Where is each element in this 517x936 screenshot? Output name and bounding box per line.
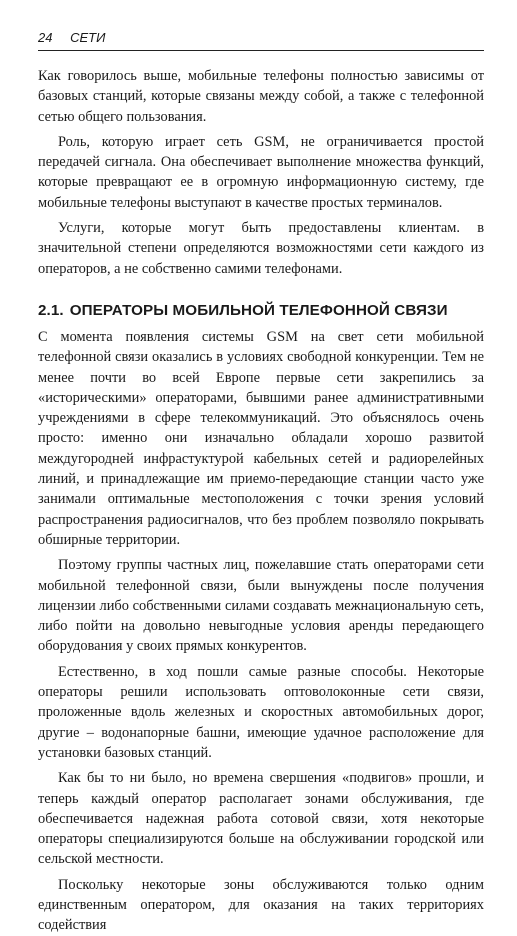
paragraph: С момента появления системы GSM на свет сети мобильной телефонной связи оказались в условиях свободной конкуренции. Тем не менее почти во всей Европе первые сети закрепились за «историческими» операторами, бывшими ранее административными учреждениями в сфере телекоммуникаций. Это объяснялось очень просто: именно они изначально обладали хорошо развитой междугородней инфрастуктурой кабельных сетей и радиорелейных линий, и принадлежащие им приемо-передающие станции часто уже занимали оптимальные местоположения с точки зрения условий распространения радиосигналов, что без проблем позволяло покрывать обширные территории. bbox=[38, 328, 484, 548]
section-heading bbox=[38, 301, 484, 321]
paragraph: Поскольку некоторые зоны обслуживаются только одним единственным оператором, для оказания на таких территориях содействия bbox=[38, 876, 484, 934]
paragraph: Как говорилось выше, мобильные телефоны полностью зависимы от базовых станций, которые связаны между собой, а также с телефонной сетью общего пользования. bbox=[38, 68, 484, 125]
page-number: 24 bbox=[38, 30, 53, 45]
paragraph: Естественно, в ход пошли самые разные способы. Некоторые операторы решили использовать оптоволоконные сети связи, проложенные вдоль железных и скоростных автомобильных дорог, другие – водонапорные башни, имеющие удачное расположение для установки базовых станций. bbox=[38, 663, 484, 761]
paragraph: Как бы то ни было, но времена свершения «подвигов» прошли, и теперь каждый оператор располагает зонами обслуживания, где обеспечивается надежная работа сотовой связи, хотя некоторые операторы специализируются больше на обслуживании городской или сельской местности. bbox=[38, 770, 484, 868]
paragraph: Услуги, которые могут быть предоставлены клиентам. в значительной степени определяются возможностями сети каждого из операторов, а не собственно самими телефонами. bbox=[38, 220, 484, 277]
section-title: ОПЕРАТОРЫ МОБИЛЬНОЙ ТЕЛЕФОННОЙ СВЯЗИ bbox=[69, 301, 448, 319]
chapter-title: СЕТИ bbox=[70, 30, 106, 45]
running-header bbox=[38, 26, 484, 51]
paragraph: Роль, которую играет сеть GSM, не ограничивается простой передачей сигнала. Она обеспечивает выполнение множества функций, которые превращают ее в огромную информационную систему, где мобильные телефоны выступают в качестве простых терминалов. bbox=[38, 133, 484, 211]
paragraph: Поэтому группы частных лиц, пожелавшие стать операторами сети мобильной телефонной связи, были вынуждены после получения лицензии либо собственными силами создавать межнациональную сеть, либо пойти на довольно невыгодные условия аренды передающего оборудования у своих прямых конкурентов. bbox=[38, 557, 484, 655]
section-number: 2.1. bbox=[38, 301, 64, 319]
page-body bbox=[38, 66, 484, 936]
